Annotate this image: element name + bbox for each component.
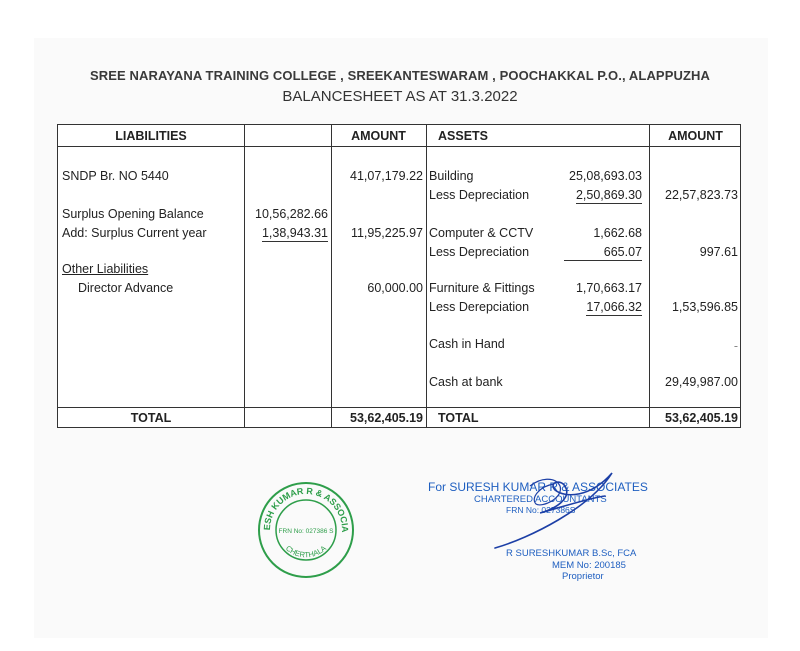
building-depreciation-value: 2,50,869.30: [575, 188, 642, 202]
building-net-amount: 22,57,823.73: [665, 188, 738, 202]
surplus-opening-label: Surplus Opening Balance: [62, 207, 204, 221]
signature-ca-line: CHARTERED ACCOUNTANTS: [474, 494, 607, 505]
sndp-label: SNDP Br. NO 5440: [62, 169, 169, 183]
furniture-depreciation-label: Less Derepciation: [429, 300, 530, 314]
svg-text:CHERTHALA: [284, 544, 328, 560]
cash-at-bank-amount: 29,49,987.00: [665, 375, 738, 389]
balance-sheet-table: [57, 124, 741, 428]
college-title: SREE NARAYANA TRAINING COLLEGE , SREEKANTESWARAM , POOCHAKKAL P.O., ALAPPUZHA: [90, 68, 710, 83]
header-liabilities: LIABILITIES: [115, 129, 187, 143]
computer-value: 1,662.68: [593, 226, 642, 240]
total-amount-right: 53,62,405.19: [665, 411, 738, 425]
signature-frn-line: FRN No: 027386S: [506, 505, 576, 515]
other-liabilities-heading: Other Liabilities: [62, 262, 149, 276]
seal-center-text: FRN No: 027386 S: [278, 528, 334, 535]
header-assets: ASSETS: [438, 129, 489, 143]
building-depreciation-label: Less Depreciation: [429, 188, 530, 202]
total-amount-left: 53,62,405.19: [350, 411, 423, 425]
header-row-divider: [58, 146, 740, 147]
cash-in-hand-amount: -: [733, 339, 738, 353]
header-amount-right: AMOUNT: [668, 129, 723, 143]
furniture-value: 1,70,663.17: [575, 281, 642, 295]
signature-membership: MEM No: 200185: [552, 560, 626, 571]
total-label-right: TOTAL: [438, 411, 479, 425]
furniture-depreciation-value: 17,066.32: [586, 300, 642, 314]
balancesheet-subtitle: BALANCESHEET AS AT 31.3.2022: [282, 88, 518, 105]
seal-bottom-text: CHERTHALA: [284, 543, 328, 560]
auditor-seal-stamp: [256, 480, 356, 580]
building-label: Building: [429, 169, 474, 183]
cash-in-hand-label: Cash in Hand: [429, 337, 505, 351]
building-value: 25,08,693.03: [569, 169, 642, 183]
furniture-label: Furniture & Fittings: [429, 281, 535, 295]
computer-depreciation-value: 665.07: [564, 245, 642, 261]
surplus-opening-value: 10,56,282.66: [255, 207, 328, 221]
signature-firm-line: For SURESH KUMAR R & ASSOCIATES: [428, 480, 648, 494]
signature-name: R SURESHKUMAR B.Sc, FCA: [506, 548, 637, 559]
column-divider: [244, 125, 245, 427]
sndp-amount: 41,07,179.22: [350, 169, 423, 183]
seal-graphic: [256, 480, 356, 580]
auditor-signature-block: [420, 468, 680, 608]
total-label-left: TOTAL: [130, 411, 172, 425]
surplus-total-amount: 11,95,225.97: [350, 226, 423, 240]
surplus-current-label: Add: Surplus Current year: [62, 226, 207, 240]
director-advance-label: Director Advance: [78, 281, 174, 295]
header-amount-left: AMOUNT: [351, 129, 406, 143]
computer-depreciation-label: Less Depreciation: [429, 245, 530, 259]
surplus-current-value: 1,38,943.31: [261, 226, 328, 240]
cash-at-bank-label: Cash at bank: [429, 375, 503, 389]
total-row-divider: [58, 407, 740, 408]
furniture-net-amount: 1,53,596.85: [671, 300, 738, 314]
column-divider: [426, 125, 427, 427]
signature-role: Proprietor: [562, 571, 604, 582]
seal-top-text: ESH KUMAR R & ASSOCIA: [261, 485, 351, 532]
computer-net-amount: 997.61: [699, 245, 738, 259]
computer-label: Computer & CCTV: [429, 226, 534, 240]
director-advance-amount: 60,000.00: [367, 281, 423, 295]
